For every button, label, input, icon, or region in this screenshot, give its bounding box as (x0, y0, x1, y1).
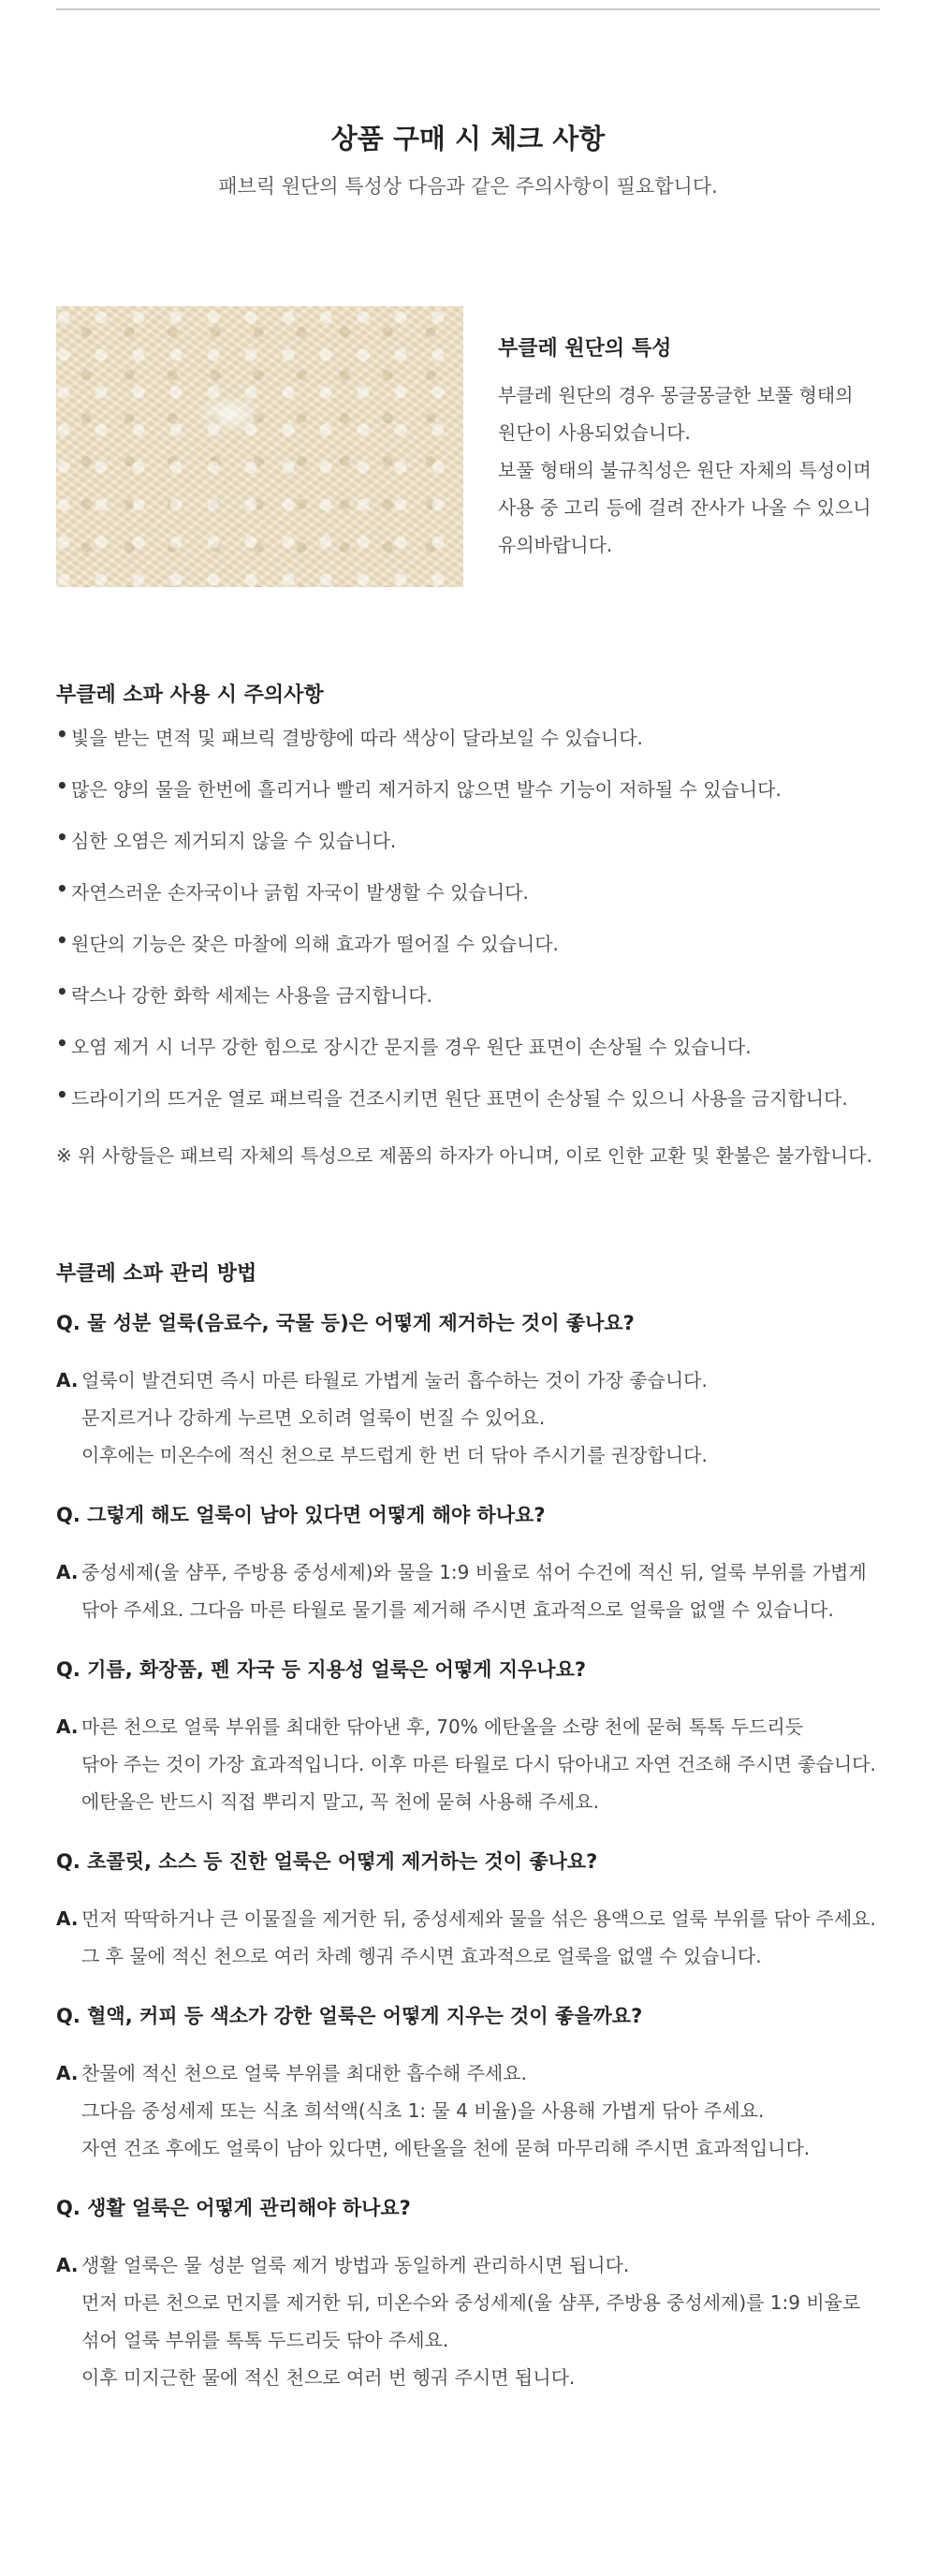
qa-answer (56, 2246, 899, 2396)
answer-line: 먼저 딱딱하거나 큰 이물질을 제거한 뒤, 중성세제와 물을 섞은 용액으로 얼룩 부위를 닦아 주세요. (81, 1907, 876, 1930)
answer-line: 닦아 주는 것이 가장 효과적입니다. 이후 마른 타월로 다시 닦아내고 자연 건조해 주시면 좋습니다. (81, 1753, 876, 1775)
disclaimer-notice: ※ 위 사항들은 패브릭 자체의 특성으로 제품의 하자가 아니며, 이로 인한 교환 및 환불은 불가합니다. (56, 1144, 872, 1167)
feature-line: 부클레 원단의 경우 몽글몽글한 보풀 형태의 (498, 384, 854, 406)
qa-answer (56, 1708, 899, 1820)
caution-text: 원단의 기능은 잦은 마찰에 의해 효과가 떨어질 수 있습니다. (71, 933, 559, 955)
feature-line: 유의바랍니다. (498, 534, 613, 556)
answer-mark: A. (56, 1907, 79, 1930)
bullet-icon: • (56, 774, 68, 797)
qa-item (56, 2193, 899, 2396)
qa-answer (56, 1900, 899, 1975)
qa-question: Q. 생활 얼룩은 어떻게 관리해야 하나요? (56, 2197, 411, 2219)
page-title: 상품 구매 시 체크 사항 (330, 123, 606, 155)
answer-line: 생활 얼룩은 물 성분 얼룩 제거 방법과 동일하게 관리하시면 됩니다. (81, 2254, 630, 2276)
page-subtitle: 패브릭 원단의 특성상 다음과 같은 주의사항이 필요합니다. (218, 175, 718, 198)
caution-text: 락스나 강한 화학 세제는 사용을 금지합니다. (71, 984, 432, 1007)
answer-line: 마른 천으로 얼룩 부위를 최대한 닦아낸 후, 70% 에탄올을 소량 천에 묻혀 톡톡 두드리듯 (81, 1715, 804, 1738)
bullet-icon: • (56, 1083, 68, 1106)
answer-line: 이후에는 미온수에 적신 천으로 부드럽게 한 번 더 닦아 주시기를 권장합니다. (81, 1444, 708, 1466)
care-title: 부클레 소파 관리 방법 (56, 1262, 257, 1286)
answer-line: 섞어 얼룩 부위를 톡톡 두드리듯 닦아 주세요. (81, 2329, 449, 2351)
answer-mark: A. (56, 1561, 79, 1583)
qa-question: Q. 혈액, 커피 등 색소가 강한 얼룩은 어떻게 지우는 것이 좋을까요? (56, 2005, 643, 2027)
answer-line: 먼저 마른 천으로 먼지를 제거한 뒤, 미온수와 중성세제(울 샴푸, 주방용 중성세제)를 1:9 비율로 (81, 2291, 861, 2314)
qa-item (56, 2001, 899, 2167)
feature-line: 원단이 사용되었습니다. (498, 421, 691, 444)
qa-answer (56, 2054, 899, 2167)
top-divider (56, 8, 880, 10)
caution-item (56, 1083, 880, 1135)
feature-description (498, 376, 891, 564)
bullet-icon: • (56, 877, 68, 900)
cautions-list (56, 723, 880, 1135)
answer-mark: A. (56, 1715, 79, 1738)
answer-line: 에탄올은 반드시 직접 뿌리지 말고, 꼭 천에 묻혀 사용해 주세요. (81, 1790, 599, 1813)
caution-item (56, 774, 880, 826)
qa-question: Q. 초콜릿, 소스 등 진한 얼룩은 어떻게 제거하는 것이 좋나요? (56, 1850, 598, 1873)
qa-question: Q. 기름, 화장품, 펜 자국 등 지용성 얼룩은 어떻게 지우나요? (56, 1658, 587, 1681)
qa-item (56, 1655, 899, 1820)
caution-item (56, 877, 880, 929)
feature-line: 보풀 형태의 불규칙성은 원단 자체의 특성이며 (498, 459, 871, 481)
qa-question: Q. 그렇게 해도 얼룩이 남아 있다면 어떻게 해야 하나요? (56, 1504, 546, 1526)
qa-item (56, 1500, 899, 1628)
bullet-icon: • (56, 826, 68, 848)
answer-line: 그 후 물에 적신 천으로 여러 차례 헹궈 주시면 효과적으로 얼룩을 없앨 수 있습니다. (81, 1945, 762, 1967)
bullet-icon: • (56, 1032, 68, 1054)
caution-item (56, 980, 880, 1032)
qa-question: Q. 물 성분 얼룩(음료수, 국물 등)은 어떻게 제거하는 것이 좋나요? (56, 1312, 635, 1334)
answer-line: 중성세제(울 샴푸, 주방용 중성세제)와 물을 1:9 비율로 섞어 수건에 적신 뒤, 얼룩 부위를 가볍게 (81, 1561, 867, 1583)
caution-text: 오염 제거 시 너무 강한 힘으로 장시간 문지를 경우 원단 표면이 손상될 수 있습니다. (71, 1036, 752, 1058)
answer-line: 찬물에 적신 천으로 얼룩 부위를 최대한 흡수해 주세요. (81, 2062, 527, 2084)
feature-title: 부클레 원단의 특성 (498, 337, 672, 361)
caution-text: 심한 오염은 제거되지 않을 수 있습니다. (71, 830, 397, 852)
caution-item (56, 1032, 880, 1083)
caution-item (56, 929, 880, 980)
answer-line: 문지르거나 강하게 누르면 오히려 얼룩이 번질 수 있어요. (81, 1406, 546, 1429)
qa-answer (56, 1553, 899, 1628)
answer-mark: A. (56, 1369, 79, 1391)
answer-line: 이후 미지근한 물에 적신 천으로 여러 번 헹궈 주시면 됩니다. (81, 2366, 576, 2389)
bullet-icon: • (56, 723, 68, 745)
bullet-icon: • (56, 929, 68, 951)
answer-mark: A. (56, 2062, 79, 2084)
qa-answer (56, 1362, 899, 1474)
cautions-title: 부클레 소파 사용 시 주의사항 (56, 684, 324, 707)
caution-text: 자연스러운 손자국이나 긁힘 자국이 발생할 수 있습니다. (71, 881, 529, 904)
caution-text: 빛을 받는 면적 및 패브릭 결방향에 따라 색상이 달라보일 수 있습니다. (71, 727, 643, 749)
qa-item (56, 1308, 899, 1474)
boucle-fabric-image (56, 306, 463, 587)
answer-line: 자연 건조 후에도 얼룩이 남아 있다면, 에탄올을 천에 묻혀 마무리해 주시면 효과적입니다. (81, 2137, 811, 2159)
qa-item (56, 1847, 899, 1975)
feature-line: 사용 중 고리 등에 걸려 잔사가 나올 수 있으니 (498, 496, 871, 519)
answer-mark: A. (56, 2254, 79, 2276)
caution-text: 많은 양의 물을 한번에 흘리거나 빨리 제거하지 않으면 발수 기능이 저하될 수 있습니다. (71, 778, 782, 801)
caution-item (56, 723, 880, 774)
caution-text: 드라이기의 뜨거운 열로 패브릭을 건조시키면 원단 표면이 손상될 수 있으니 사용을 금지합니다. (71, 1087, 848, 1110)
bullet-icon: • (56, 980, 68, 1003)
caution-item (56, 826, 880, 877)
answer-line: 닦아 주세요. 그다음 마른 타월로 물기를 제거해 주시면 효과적으로 얼룩을 없앨 수 있습니다. (81, 1598, 834, 1621)
answer-line: 얼룩이 발견되면 즉시 마른 타월로 가볍게 눌러 흡수하는 것이 가장 좋습니다. (81, 1369, 708, 1391)
answer-line: 그다음 중성세제 또는 식초 희석액(식초 1: 물 4 비율)을 사용해 가볍게 닦아 주세요. (81, 2099, 765, 2122)
